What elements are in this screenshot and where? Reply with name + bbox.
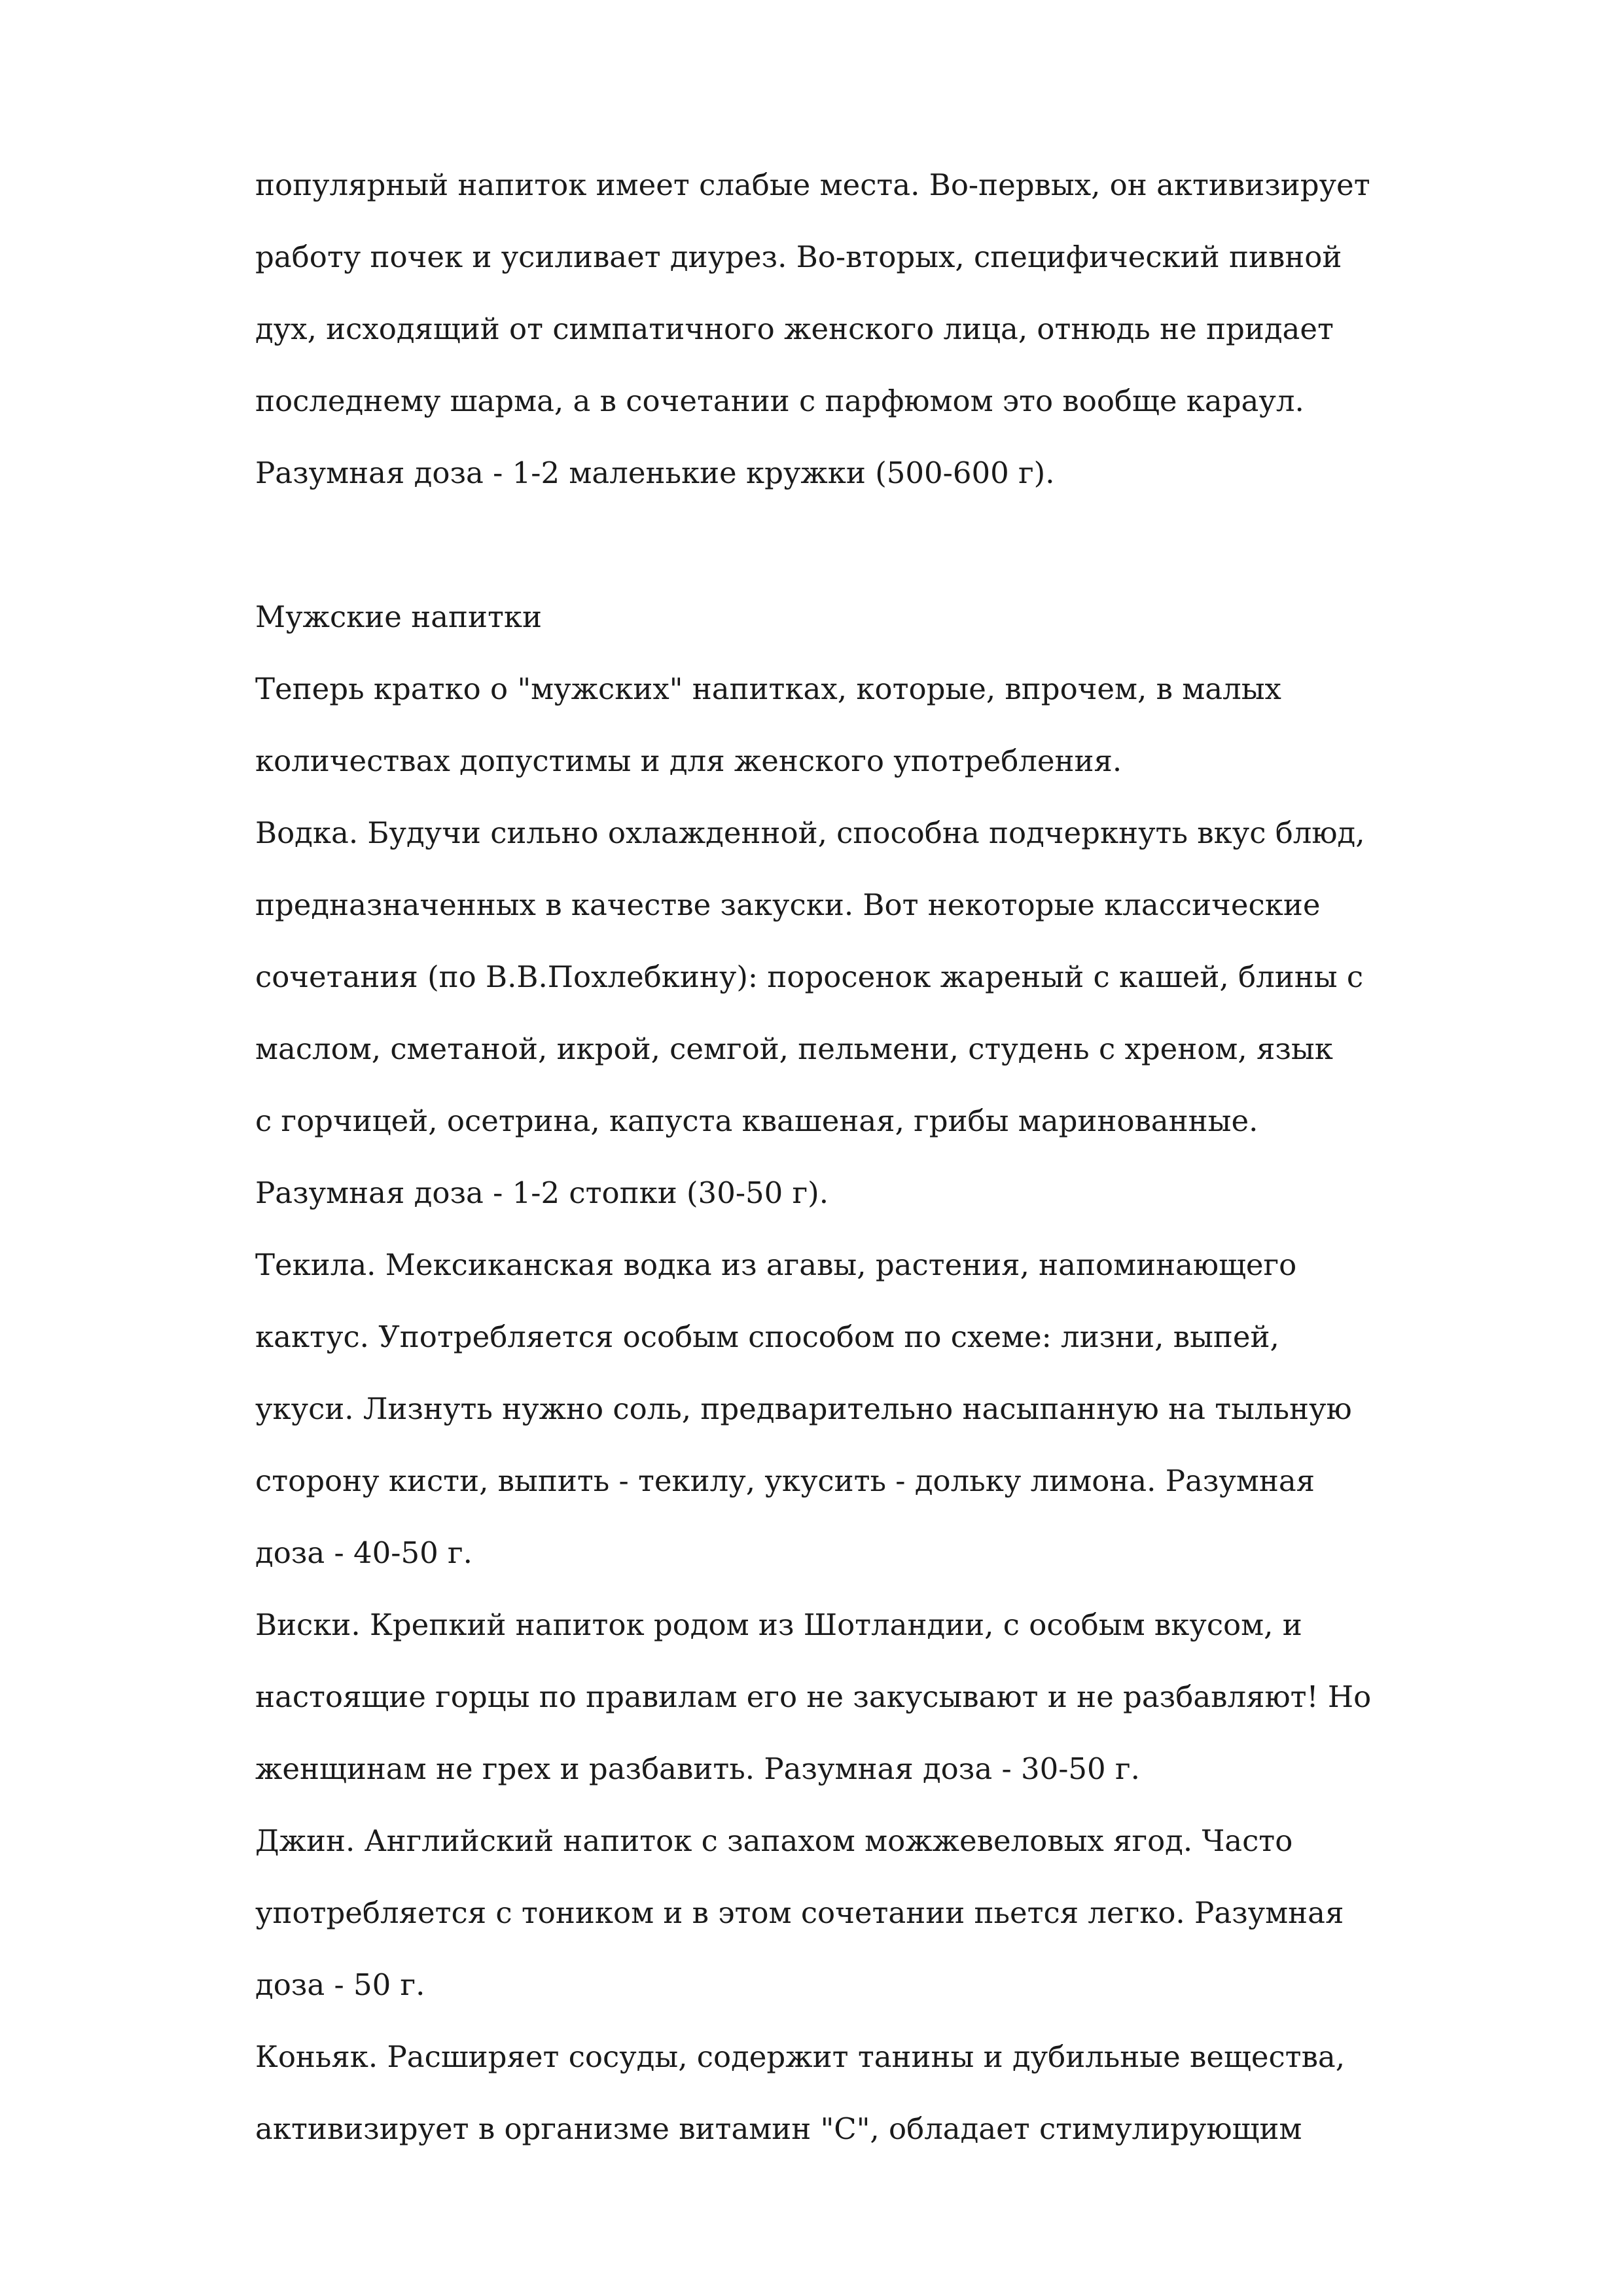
text-line: Разумная доза - 1-2 маленькие кружки (500-600 г).: [255, 456, 1055, 490]
text-line: маслом, сметаной, икрой, семгой, пельмени, студень с хреном, язык: [255, 1031, 1333, 1066]
text-line: сочетания (по В.В.Похлебкину): поросенок жареный с кашей, блины с: [255, 960, 1364, 994]
text-line: настоящие горцы по правилам его не закусывают и не разбавляют! Но: [255, 1679, 1372, 1714]
text-line: Коньяк. Расширяет сосуды, содержит танины и дубильные вещества,: [255, 2039, 1346, 2074]
text-line: Разумная доза - 1-2 стопки (30-50 г).: [255, 1175, 829, 1210]
text-line: с горчицей, осетрина, капуста квашеная, грибы маринованные.: [255, 1103, 1258, 1138]
text-line: Текила. Мексиканская водка из агавы, растения, напоминающего: [255, 1247, 1297, 1282]
text-line: предназначенных в качестве закуски. Вот некоторые классические: [255, 888, 1321, 922]
body-text: [255, 149, 1407, 2165]
text-line: количествах допустимы и для женского употребления.: [255, 744, 1122, 778]
text-line: доза - 40-50 г.: [255, 1535, 473, 1570]
text-line: последнему шарма, а в сочетании с парфюмом это вообще караул.: [255, 384, 1304, 418]
section-heading: Мужские напитки: [255, 600, 543, 634]
text-line: Водка. Будучи сильно охлажденной, способна подчеркнуть вкус блюд,: [255, 816, 1365, 850]
text-line: женщинам не грех и разбавить. Разумная доза - 30-50 г.: [255, 1751, 1140, 1786]
text-line: укуси. Лизнуть нужно соль, предварительно насыпанную на тыльную: [255, 1391, 1352, 1426]
text-line: активизирует в организме витамин "С", обладает стимулирующим: [255, 2111, 1302, 2146]
text-line: Теперь кратко о "мужских" напитках, которые, впрочем, в малых: [255, 672, 1281, 706]
text-line: кактус. Употребляется особым способом по схеме: лизни, выпей,: [255, 1319, 1279, 1354]
text-line: работу почек и усиливает диурез. Во-вторых, специфический пивной: [255, 240, 1342, 274]
text-line: дух, исходящий от симпатичного женского лица, отнюдь не придает: [255, 312, 1334, 346]
text-line: Виски. Крепкий напиток родом из Шотландии, с особым вкусом, и: [255, 1607, 1302, 1642]
blank-line: [255, 509, 1407, 581]
text-line: Джин. Английский напиток с запахом можжевеловых ягод. Часто: [255, 1823, 1293, 1858]
text-line: сторону кисти, выпить - текилу, укусить - дольку лимона. Разумная: [255, 1463, 1315, 1498]
text-line: употребляется с тоником и в этом сочетании пьется легко. Разумная: [255, 1895, 1344, 1930]
text-line: популярный напиток имеет слабые места. Во-первых, он активизирует: [255, 168, 1370, 202]
text-line: доза - 50 г.: [255, 1967, 425, 2002]
